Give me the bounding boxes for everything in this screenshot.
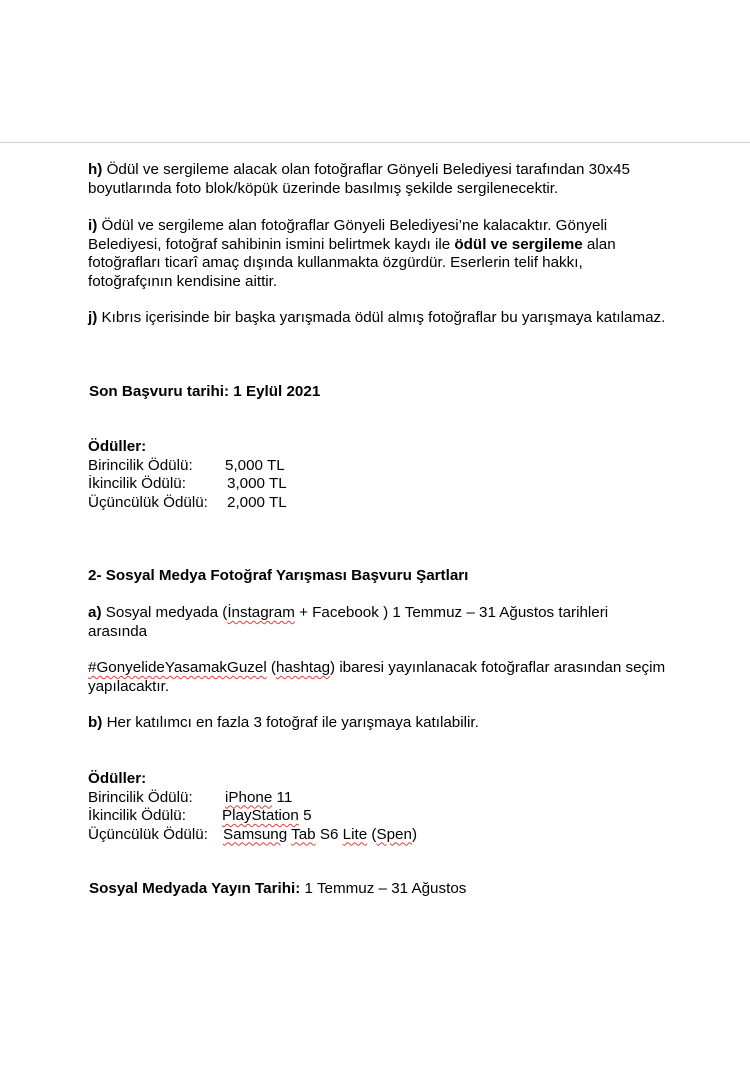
page-header-divider: [0, 142, 750, 143]
prize-word: 11: [276, 788, 293, 806]
prizes-social-media: [88, 770, 688, 844]
application-deadline: [89, 383, 689, 402]
item-text: Ödül ve sergileme alacak olan fotoğraflar Gönyeli Belediyesi tarafından 30x45 boyutlarında foto blok/köpük üzerinde basılmış şekilde sergilenecektir.: [88, 161, 631, 197]
prize-label: Birincilik Ödülü:: [88, 456, 193, 474]
prize-label: Üçüncülük Ödülü:: [88, 825, 208, 843]
item-label: b): [88, 714, 103, 731]
instagram-word: İnstagram: [227, 604, 295, 621]
prize-word: Lite: [342, 825, 368, 843]
paragraph-item-b: [88, 714, 668, 733]
publish-value: 1 Temmuz – 31 Ağustos: [304, 880, 467, 897]
item-label: h): [88, 161, 103, 178]
paragraph-hashtag: #GonyelideYasamakGuzel (hashtag) ibaresi yayınlanacak fotoğraflar arasından seçim yapılacaktır.: [88, 659, 666, 695]
paragraph-item-j: [88, 309, 668, 328]
deadline-text: Son Başvuru tarihi: 1 Eylül 2021: [89, 383, 321, 400]
paragraph-item-i: [88, 217, 668, 291]
prize-word: 5: [303, 807, 312, 824]
item-label: j): [88, 309, 98, 326]
prize-word: Samsung: [223, 825, 288, 843]
prize-value: Samsung Tab S6 Lite (Spen): [223, 825, 417, 843]
social-media-publish-date: [89, 880, 689, 899]
paragraph-item-a: [88, 604, 668, 641]
prizes-heading: Ödüller:: [88, 770, 147, 787]
prize-value: [222, 807, 312, 826]
prize-word: Tab: [291, 825, 316, 843]
item-label: a): [88, 604, 102, 621]
prize-row-first: [88, 457, 688, 476]
item-label: i): [88, 217, 98, 234]
item-text: Kıbrıs içerisinde bir başka yarışmada ödül almış fotoğraflar bu yarışmaya katılamaz.: [101, 309, 666, 326]
section-heading-social-media: [88, 567, 688, 586]
publish-label: Sosyal Medyada Yayın Tarihi:: [89, 880, 301, 897]
prize-value: 5,000 TL: [225, 456, 285, 474]
prize-label: Birincilik Ödülü:: [88, 788, 193, 806]
prize-value: 3,000 TL: [227, 475, 287, 492]
prize-value: 2,000 TL: [227, 493, 287, 511]
section-heading-text: 2- Sosyal Medya Fotoğraf Yarışması Başvuru Şartları: [88, 567, 469, 584]
prize-row-first: [88, 789, 688, 808]
prize-word: PlayStation: [222, 807, 299, 824]
item-text-post: + Facebook ) 1 Temmuz – 31 Ağustos tarihleri arasında: [88, 604, 609, 640]
prize-label: İkincilik Ödülü:: [88, 475, 186, 492]
paragraph-item-h: [88, 161, 668, 198]
prizes-heading: Ödüller:: [88, 438, 147, 455]
hashtag-text: #GonyelideYasamakGuzel: [88, 659, 267, 676]
prize-row-third: [88, 494, 688, 513]
prize-label: Üçüncülük Ödülü:: [88, 493, 208, 511]
prize-row-third: [88, 826, 688, 845]
item-text: Ödül ve sergileme alan fotoğraflar Gönyeli Belediyesi’ne kalacaktır. Gönyeli Belediyesi, fotoğraf sahibinin ismini belirtmek kaydı ile: [88, 217, 608, 253]
prize-label: İkincilik Ödülü:: [88, 807, 186, 824]
prize-word: Spen: [376, 825, 412, 843]
item-text-pre: Sosyal medyada (: [105, 604, 228, 621]
prize-row-second: [88, 807, 688, 826]
item-text: Her katılımcı en fazla 3 fotoğraf ile yarışmaya katılabilir.: [106, 714, 479, 731]
prize-word: iPhone: [225, 788, 273, 806]
prize-word: S6: [319, 825, 339, 843]
hashtag-description: ibaresi yayınlanacak fotoğraflar arasından seçim yapılacaktır.: [88, 659, 666, 695]
item-text-after: alan fotoğrafları ticarî amaç dışında kullanmakta özgürdür. Eserlerin telif hakkı, fotoğrafçının kendisine aittir.: [88, 235, 616, 290]
prizes-photo-contest: [88, 438, 688, 512]
item-bold-text: ödül ve sergileme: [454, 235, 583, 253]
prize-value: [225, 789, 292, 808]
prize-row-second: [88, 475, 688, 494]
hashtag-word: hashtag: [275, 659, 331, 676]
